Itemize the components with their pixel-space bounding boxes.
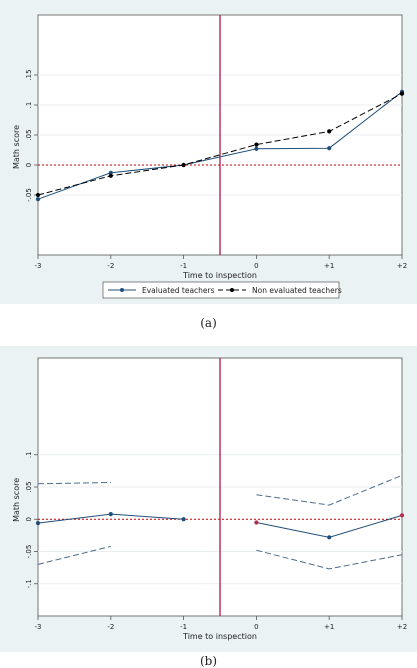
y-axis-label: Math score xyxy=(12,124,21,170)
chart-b xyxy=(0,346,417,652)
x-tick-label: 0 xyxy=(254,262,259,270)
x-tick-label: +2 xyxy=(396,623,408,631)
x-tick-label: -3 xyxy=(34,623,42,631)
y-axis-label: Math score xyxy=(12,477,21,522)
legend-label: Evaluated teachers xyxy=(142,286,215,295)
x-tick-label: +1 xyxy=(324,623,335,631)
x-tick-label: -3 xyxy=(34,262,42,270)
x-axis-label: Time to inspection xyxy=(183,632,257,641)
panel-b xyxy=(0,346,417,652)
legend-swatch-dot xyxy=(120,288,124,292)
x-axis-label: Time to inspection xyxy=(183,271,257,280)
y-tick-label: 0 xyxy=(25,517,33,522)
x-tick-label: +1 xyxy=(324,262,335,270)
data-point xyxy=(182,163,186,167)
y-tick-label: .05 xyxy=(25,481,33,493)
caption-b: (b) xyxy=(199,654,218,668)
data-point xyxy=(36,521,40,525)
legend-label: Non evaluated teachers xyxy=(252,286,342,295)
data-point xyxy=(254,143,258,147)
data-point xyxy=(327,146,331,150)
x-tick-label: 0 xyxy=(254,623,259,631)
y-tick-label: -.05 xyxy=(25,188,33,202)
x-tick-label: -2 xyxy=(107,623,115,631)
data-point xyxy=(109,174,113,178)
x-tick-label: -1 xyxy=(180,262,188,270)
caption-a: (a) xyxy=(200,316,217,330)
data-point xyxy=(327,535,331,539)
data-point xyxy=(327,129,331,133)
y-tick-label: -.05 xyxy=(25,544,33,559)
x-tick-label: -2 xyxy=(107,262,115,270)
legend-swatch-dot xyxy=(230,288,234,292)
y-tick-label: 0 xyxy=(25,162,33,168)
data-point xyxy=(182,517,186,521)
data-point xyxy=(254,520,258,524)
x-tick-label: -1 xyxy=(180,623,188,631)
data-point xyxy=(400,92,404,96)
data-point xyxy=(36,197,40,201)
y-tick-label: .05 xyxy=(25,129,33,141)
data-point xyxy=(400,513,404,517)
chart-a xyxy=(0,0,417,304)
data-point xyxy=(254,147,258,151)
y-tick-label: .1 xyxy=(25,101,33,109)
y-tick-label: .15 xyxy=(25,69,33,81)
y-tick-label: .1 xyxy=(25,451,33,459)
y-tick-label: -.1 xyxy=(25,579,33,589)
x-tick-label: +2 xyxy=(396,262,408,270)
data-point xyxy=(36,193,40,197)
data-point xyxy=(109,512,113,516)
panel-a xyxy=(0,0,417,304)
